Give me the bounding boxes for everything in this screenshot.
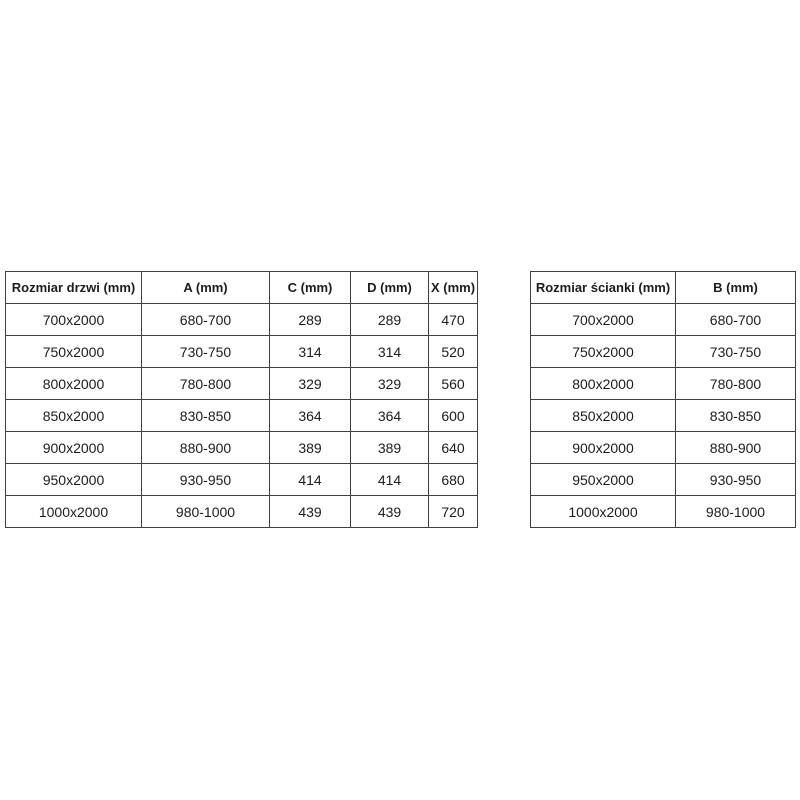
table-cell: 700x2000 bbox=[6, 304, 142, 336]
column-header: A (mm) bbox=[142, 272, 270, 304]
table-cell: 750x2000 bbox=[531, 336, 676, 368]
table-cell: 800x2000 bbox=[6, 368, 142, 400]
table-cell: 314 bbox=[351, 336, 429, 368]
column-header: X (mm) bbox=[429, 272, 478, 304]
table-row bbox=[6, 368, 478, 400]
table-cell: 414 bbox=[351, 464, 429, 496]
table-cell: 780-800 bbox=[676, 368, 796, 400]
table-cell: 830-850 bbox=[676, 400, 796, 432]
table-cell: 1000x2000 bbox=[531, 496, 676, 528]
table-cell: 439 bbox=[351, 496, 429, 528]
wall-size-table-header-row bbox=[531, 272, 796, 304]
table-cell: 930-950 bbox=[676, 464, 796, 496]
table-row bbox=[6, 496, 478, 528]
door-size-table bbox=[5, 271, 478, 528]
table-cell: 289 bbox=[270, 304, 351, 336]
table-cell: 640 bbox=[429, 432, 478, 464]
table-cell: 930-950 bbox=[142, 464, 270, 496]
table-row bbox=[531, 304, 796, 336]
table-cell: 900x2000 bbox=[6, 432, 142, 464]
column-header: Rozmiar ścianki (mm) bbox=[531, 272, 676, 304]
table-cell: 830-850 bbox=[142, 400, 270, 432]
table-cell: 600 bbox=[429, 400, 478, 432]
table-cell: 329 bbox=[270, 368, 351, 400]
table-cell: 730-750 bbox=[676, 336, 796, 368]
table-row bbox=[6, 304, 478, 336]
table-row bbox=[6, 464, 478, 496]
table-cell: 389 bbox=[270, 432, 351, 464]
table-cell: 880-900 bbox=[676, 432, 796, 464]
table-cell: 750x2000 bbox=[6, 336, 142, 368]
table-row bbox=[531, 464, 796, 496]
table-cell: 700x2000 bbox=[531, 304, 676, 336]
table-cell: 439 bbox=[270, 496, 351, 528]
table-cell: 680 bbox=[429, 464, 478, 496]
table-cell: 730-750 bbox=[142, 336, 270, 368]
table-row bbox=[531, 496, 796, 528]
table-cell: 980-1000 bbox=[142, 496, 270, 528]
column-header: D (mm) bbox=[351, 272, 429, 304]
table-cell: 950x2000 bbox=[531, 464, 676, 496]
door-size-table-body bbox=[6, 304, 478, 528]
table-cell: 470 bbox=[429, 304, 478, 336]
table-cell: 900x2000 bbox=[531, 432, 676, 464]
table-cell: 680-700 bbox=[676, 304, 796, 336]
table-cell: 980-1000 bbox=[676, 496, 796, 528]
table-cell: 329 bbox=[351, 368, 429, 400]
door-size-table-container bbox=[5, 271, 478, 528]
table-cell: 414 bbox=[270, 464, 351, 496]
wall-size-table-container bbox=[530, 271, 796, 528]
wall-size-table bbox=[530, 271, 796, 528]
table-cell: 364 bbox=[351, 400, 429, 432]
door-size-table-header-row bbox=[6, 272, 478, 304]
column-header: C (mm) bbox=[270, 272, 351, 304]
table-row bbox=[6, 432, 478, 464]
table-cell: 780-800 bbox=[142, 368, 270, 400]
table-cell: 850x2000 bbox=[531, 400, 676, 432]
table-row bbox=[6, 336, 478, 368]
table-cell: 520 bbox=[429, 336, 478, 368]
table-row bbox=[531, 400, 796, 432]
table-cell: 850x2000 bbox=[6, 400, 142, 432]
table-cell: 314 bbox=[270, 336, 351, 368]
table-cell: 720 bbox=[429, 496, 478, 528]
table-cell: 1000x2000 bbox=[6, 496, 142, 528]
table-row bbox=[531, 368, 796, 400]
wall-size-table-body bbox=[531, 304, 796, 528]
table-cell: 950x2000 bbox=[6, 464, 142, 496]
table-cell: 364 bbox=[270, 400, 351, 432]
table-cell: 880-900 bbox=[142, 432, 270, 464]
table-cell: 680-700 bbox=[142, 304, 270, 336]
column-header: B (mm) bbox=[676, 272, 796, 304]
table-cell: 389 bbox=[351, 432, 429, 464]
table-row bbox=[531, 336, 796, 368]
table-row bbox=[531, 432, 796, 464]
column-header: Rozmiar drzwi (mm) bbox=[6, 272, 142, 304]
table-cell: 560 bbox=[429, 368, 478, 400]
table-row bbox=[6, 400, 478, 432]
table-cell: 800x2000 bbox=[531, 368, 676, 400]
table-cell: 289 bbox=[351, 304, 429, 336]
